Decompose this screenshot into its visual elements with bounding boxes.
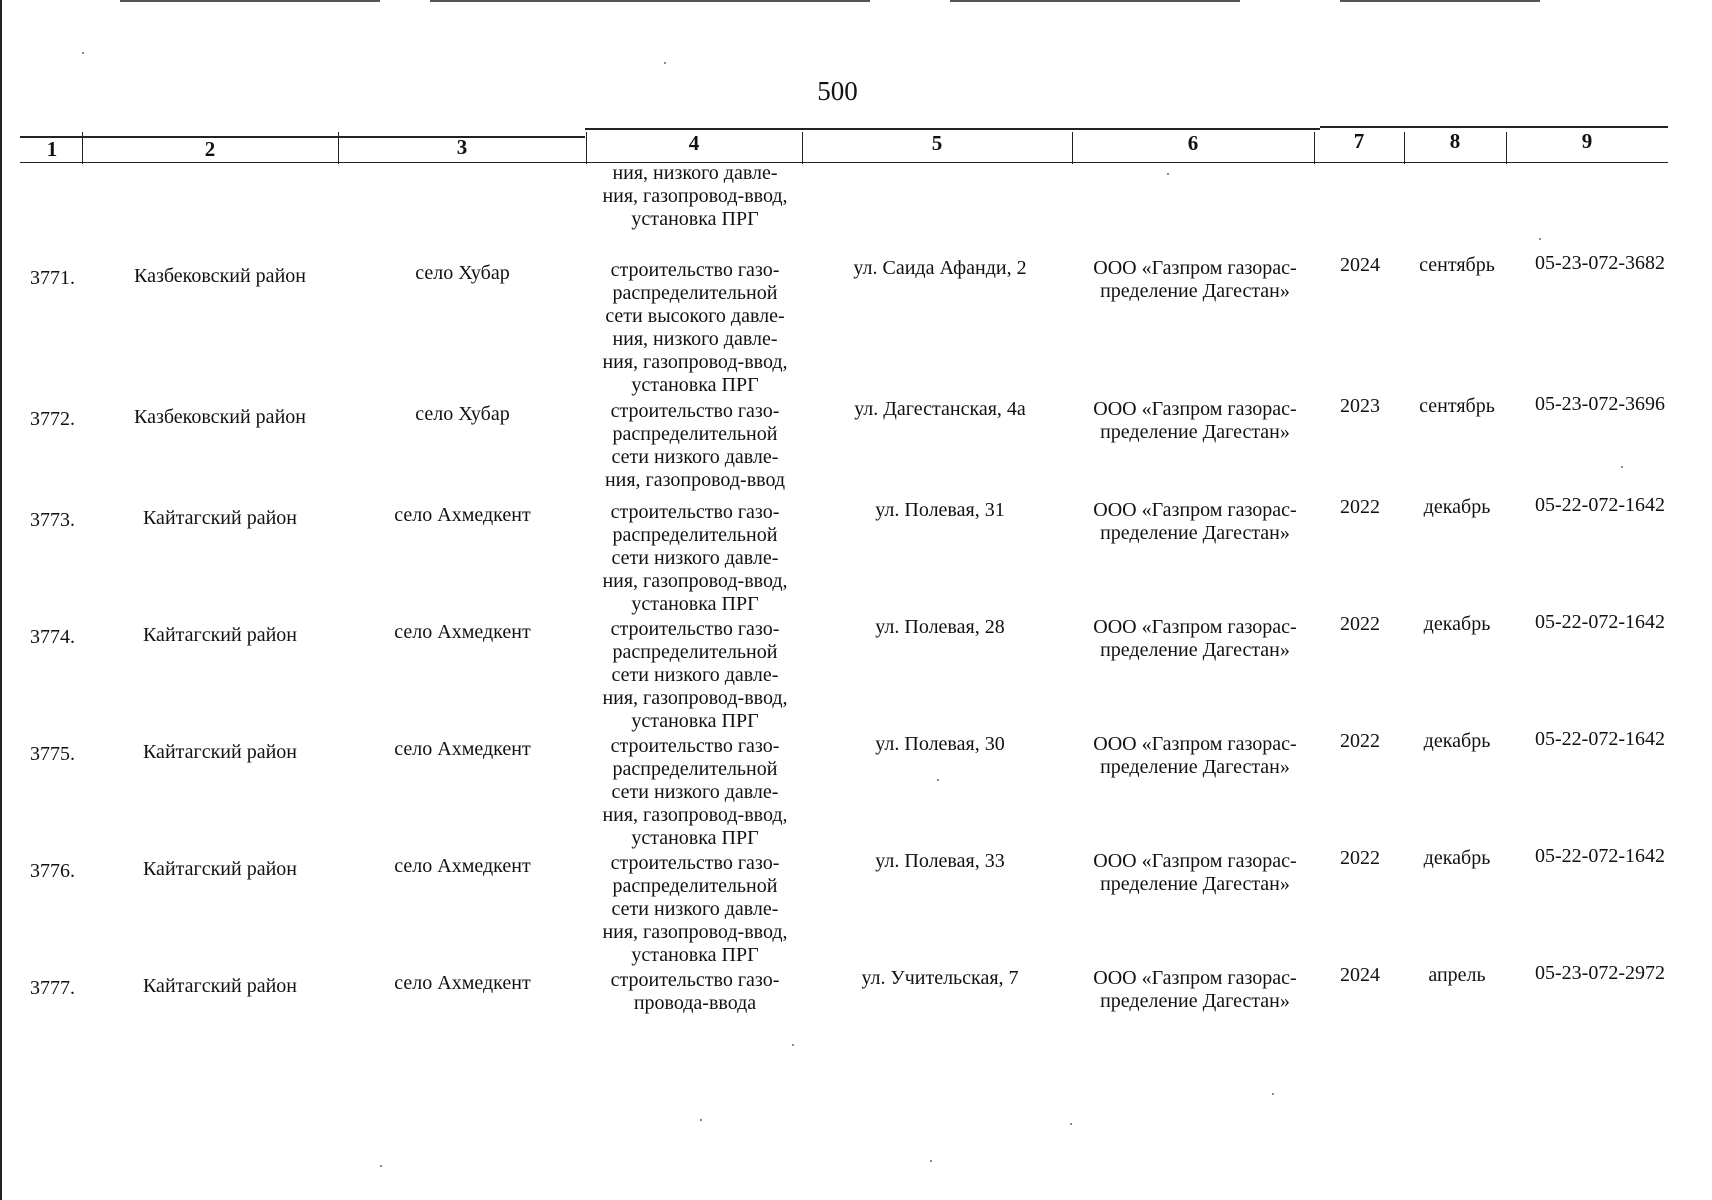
district: Кайтагский район bbox=[142, 741, 297, 763]
registry-code: 05-22-072-1642 bbox=[1535, 494, 1665, 516]
address: ул. Дагестанская, 4а bbox=[854, 398, 1026, 420]
scan-speck bbox=[664, 62, 666, 64]
top-rule bbox=[120, 0, 380, 2]
registry-code: 05-23-072-3696 bbox=[1535, 393, 1665, 415]
settlement: село Хубар bbox=[415, 403, 510, 425]
address: ул. Учительская, 7 bbox=[861, 967, 1019, 989]
year: 2022 bbox=[1340, 496, 1380, 518]
work-description: строительство газо- распределительной сети низкого давле- ния, газопровод-ввод, установка ПРГ bbox=[602, 852, 788, 966]
work-description: строительство газо- распределительной сети низкого давле- ния, газопровод-ввод, установка ПРГ bbox=[602, 501, 788, 615]
organization: ООО «Газпром газорас- пределение Дагестан» bbox=[1093, 257, 1297, 302]
page-number: 500 bbox=[817, 76, 858, 106]
month: декабрь bbox=[1423, 496, 1491, 518]
district: Кайтагский район bbox=[142, 975, 297, 997]
address: ул. Полевая, 30 bbox=[875, 733, 1005, 755]
scan-speck bbox=[700, 1119, 702, 1121]
column-header-7: 7 bbox=[1353, 129, 1365, 153]
column-header-8: 8 bbox=[1449, 129, 1461, 153]
registry-code: 05-23-072-3682 bbox=[1535, 252, 1665, 274]
column-header-4: 4 bbox=[688, 131, 700, 155]
top-rule bbox=[950, 0, 1240, 2]
row-number: 3776. bbox=[30, 860, 75, 882]
organization: ООО «Газпром газорас- пределение Дагестан» bbox=[1093, 967, 1297, 1012]
registry-code: 05-23-072-2972 bbox=[1535, 962, 1665, 984]
column-header-1: 1 bbox=[46, 137, 58, 161]
work-description: ния, низкого давле- ния, газопровод-ввод, установка ПРГ bbox=[602, 162, 788, 230]
address: ул. Полевая, 33 bbox=[875, 850, 1005, 872]
month: декабрь bbox=[1423, 847, 1491, 869]
year: 2024 bbox=[1340, 964, 1380, 986]
column-header-9: 9 bbox=[1581, 129, 1593, 153]
month: апрель bbox=[1428, 964, 1486, 986]
address: ул. Саида Афанди, 2 bbox=[853, 257, 1027, 279]
registry-code: 05-22-072-1642 bbox=[1535, 728, 1665, 750]
work-description: строительство газо- распределительной сети низкого давле- ния, газопровод-ввод bbox=[604, 400, 786, 491]
district: Кайтагский район bbox=[142, 507, 297, 529]
top-rule bbox=[430, 0, 870, 2]
scan-speck bbox=[937, 779, 939, 781]
scan-speck bbox=[82, 52, 84, 54]
district: Кайтагский район bbox=[142, 624, 297, 646]
scan-speck bbox=[380, 1165, 382, 1167]
settlement: село Ахмедкент bbox=[394, 855, 531, 877]
settlement: село Ахмедкент bbox=[394, 738, 531, 760]
column-header-6: 6 bbox=[1187, 131, 1199, 155]
work-description: строительство газо- распределительной сети низкого давле- ния, газопровод-ввод, установка ПРГ bbox=[602, 618, 788, 732]
column-header-2: 2 bbox=[204, 137, 216, 161]
scan-edge bbox=[0, 0, 2, 1200]
address: ул. Полевая, 31 bbox=[875, 499, 1005, 521]
scan-speck bbox=[1621, 466, 1623, 468]
row-number: 3773. bbox=[30, 509, 75, 531]
month: сентябрь bbox=[1419, 395, 1495, 417]
month: декабрь bbox=[1423, 730, 1491, 752]
scan-speck bbox=[1070, 1123, 1072, 1125]
month: сентябрь bbox=[1419, 254, 1495, 276]
settlement: село Ахмедкент bbox=[394, 504, 531, 526]
scan-speck bbox=[930, 1160, 932, 1162]
district: Кайтагский район bbox=[142, 858, 297, 880]
organization: ООО «Газпром газорас- пределение Дагестан» bbox=[1093, 499, 1297, 544]
settlement: село Ахмедкент bbox=[394, 621, 531, 643]
organization: ООО «Газпром газорас- пределение Дагестан» bbox=[1093, 616, 1297, 661]
row-number: 3772. bbox=[30, 408, 75, 430]
row-number: 3777. bbox=[30, 977, 75, 999]
settlement: село Хубар bbox=[415, 262, 510, 284]
organization: ООО «Газпром газорас- пределение Дагестан» bbox=[1093, 733, 1297, 778]
scan-speck bbox=[1167, 173, 1169, 175]
organization: ООО «Газпром газорас- пределение Дагестан» bbox=[1093, 850, 1297, 895]
organization: ООО «Газпром газорас- пределение Дагестан» bbox=[1093, 398, 1297, 443]
registry-code: 05-22-072-1642 bbox=[1535, 611, 1665, 633]
scan-speck bbox=[1272, 1093, 1274, 1095]
settlement: село Ахмедкент bbox=[394, 972, 531, 994]
scan-speck bbox=[1539, 238, 1541, 240]
work-description: строительство газо- провода-ввода bbox=[610, 969, 780, 1014]
work-description: строительство газо- распределительной сети низкого давле- ния, газопровод-ввод, установка ПРГ bbox=[602, 735, 788, 849]
scan-speck bbox=[792, 1044, 794, 1046]
column-header-5: 5 bbox=[931, 131, 943, 155]
year: 2024 bbox=[1340, 254, 1380, 276]
month: декабрь bbox=[1423, 613, 1491, 635]
district: Казбековский район bbox=[134, 406, 306, 428]
column-header-3: 3 bbox=[456, 135, 468, 159]
district: Казбековский район bbox=[134, 265, 306, 287]
year: 2023 bbox=[1340, 395, 1380, 417]
row-number: 3775. bbox=[30, 743, 75, 765]
row-number: 3774. bbox=[30, 626, 75, 648]
work-description: строительство газо- распределительной сети высокого давле- ния, низкого давле- ния, газопровод-ввод, установка ПРГ bbox=[602, 259, 788, 396]
top-rule bbox=[1340, 0, 1540, 2]
year: 2022 bbox=[1340, 847, 1380, 869]
row-number: 3771. bbox=[30, 267, 75, 289]
year: 2022 bbox=[1340, 613, 1380, 635]
address: ул. Полевая, 28 bbox=[875, 616, 1005, 638]
registry-code: 05-22-072-1642 bbox=[1535, 845, 1665, 867]
year: 2022 bbox=[1340, 730, 1380, 752]
